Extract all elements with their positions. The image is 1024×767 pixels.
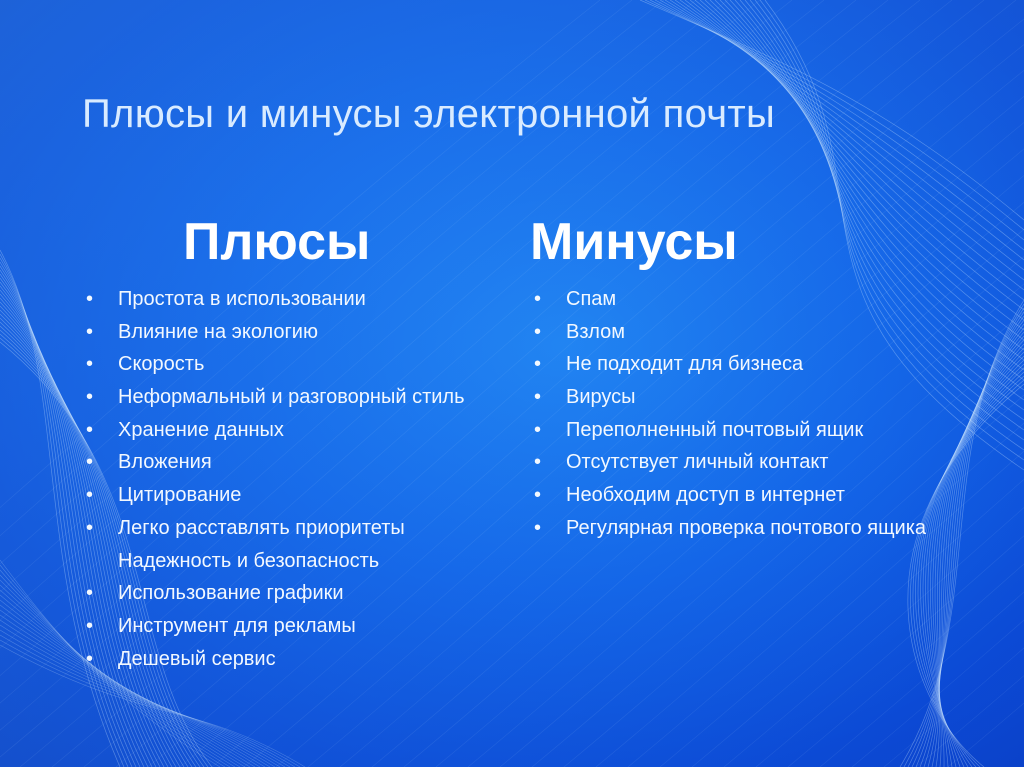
list-item-text: Дешевый сервис bbox=[118, 647, 276, 670]
bullet-icon: • bbox=[534, 516, 542, 539]
list-item-text: Инструмент для рекламы bbox=[118, 614, 356, 637]
list-item-text: Скорость bbox=[118, 353, 205, 376]
list-item-text: Вирусы bbox=[566, 386, 636, 409]
bullet-icon: • bbox=[534, 353, 542, 376]
list-item-text: Не подходит для бизнеса bbox=[566, 353, 804, 376]
list-item bbox=[80, 286, 480, 312]
list-item-text: Хранение данных bbox=[118, 418, 284, 441]
list-item bbox=[528, 449, 948, 475]
list-item bbox=[528, 482, 948, 508]
list-item-text: Необходим доступ в интернет bbox=[566, 484, 845, 507]
cons-heading: Минусы bbox=[530, 213, 738, 271]
list-item bbox=[80, 417, 480, 443]
bullet-icon: • bbox=[86, 353, 94, 376]
bullet-icon: • bbox=[86, 288, 94, 310]
list-item bbox=[80, 613, 480, 639]
list-item bbox=[80, 351, 480, 377]
list-item bbox=[80, 482, 480, 508]
list-item-text: Простота в использовании bbox=[118, 288, 366, 310]
list-item bbox=[80, 319, 480, 345]
list-item bbox=[80, 646, 480, 672]
slide-title: Плюсы и минусы электронной почты bbox=[82, 92, 776, 136]
bullet-icon: • bbox=[534, 288, 542, 310]
bullet-icon: • bbox=[534, 386, 542, 409]
bullet-icon: • bbox=[86, 451, 94, 474]
list-item bbox=[80, 548, 480, 574]
list-item bbox=[528, 384, 948, 410]
bullet-icon: • bbox=[86, 418, 94, 441]
bullet-icon: • bbox=[86, 386, 94, 409]
cons-list bbox=[528, 286, 948, 548]
list-item bbox=[528, 417, 948, 443]
bullet-icon: • bbox=[534, 451, 542, 474]
list-item bbox=[528, 286, 948, 312]
list-item-text: Цитирование bbox=[118, 484, 242, 507]
list-item bbox=[528, 319, 948, 345]
list-item bbox=[80, 384, 480, 410]
list-item-text: Влияние на экологию bbox=[118, 320, 318, 343]
list-item-text: Использование графики bbox=[118, 582, 344, 605]
pros-list bbox=[80, 286, 480, 678]
bullet-icon: • bbox=[86, 320, 94, 343]
list-item-text: Переполненный почтовый ящик bbox=[566, 418, 864, 441]
list-item bbox=[80, 449, 480, 475]
list-item-text: Взлом bbox=[566, 320, 626, 343]
bullet-icon: • bbox=[534, 320, 542, 343]
list-item bbox=[80, 580, 480, 606]
list-item-text: Вложения bbox=[118, 451, 212, 474]
list-item-text: Спам bbox=[566, 288, 617, 310]
list-item-text: Отсутствует личный контакт bbox=[566, 451, 829, 474]
pros-heading: Плюсы bbox=[183, 213, 371, 271]
list-item-text: Надежность и безопасность bbox=[118, 549, 380, 572]
list-item-text: Легко расставлять приоритеты bbox=[118, 516, 405, 539]
list-item bbox=[528, 351, 948, 377]
bullet-icon: • bbox=[86, 647, 94, 670]
bullet-icon: • bbox=[534, 418, 542, 441]
list-item-text: Неформальный и разговорный стиль bbox=[118, 386, 465, 409]
bullet-icon: • bbox=[86, 484, 94, 507]
bullet-icon: • bbox=[86, 582, 94, 605]
bullet-icon: • bbox=[534, 484, 542, 507]
bullet-icon: • bbox=[86, 614, 94, 637]
list-item-text: Регулярная проверка почтового ящика bbox=[566, 516, 927, 539]
bullet-icon: • bbox=[86, 516, 94, 539]
list-item bbox=[528, 515, 948, 541]
list-item bbox=[80, 515, 480, 541]
